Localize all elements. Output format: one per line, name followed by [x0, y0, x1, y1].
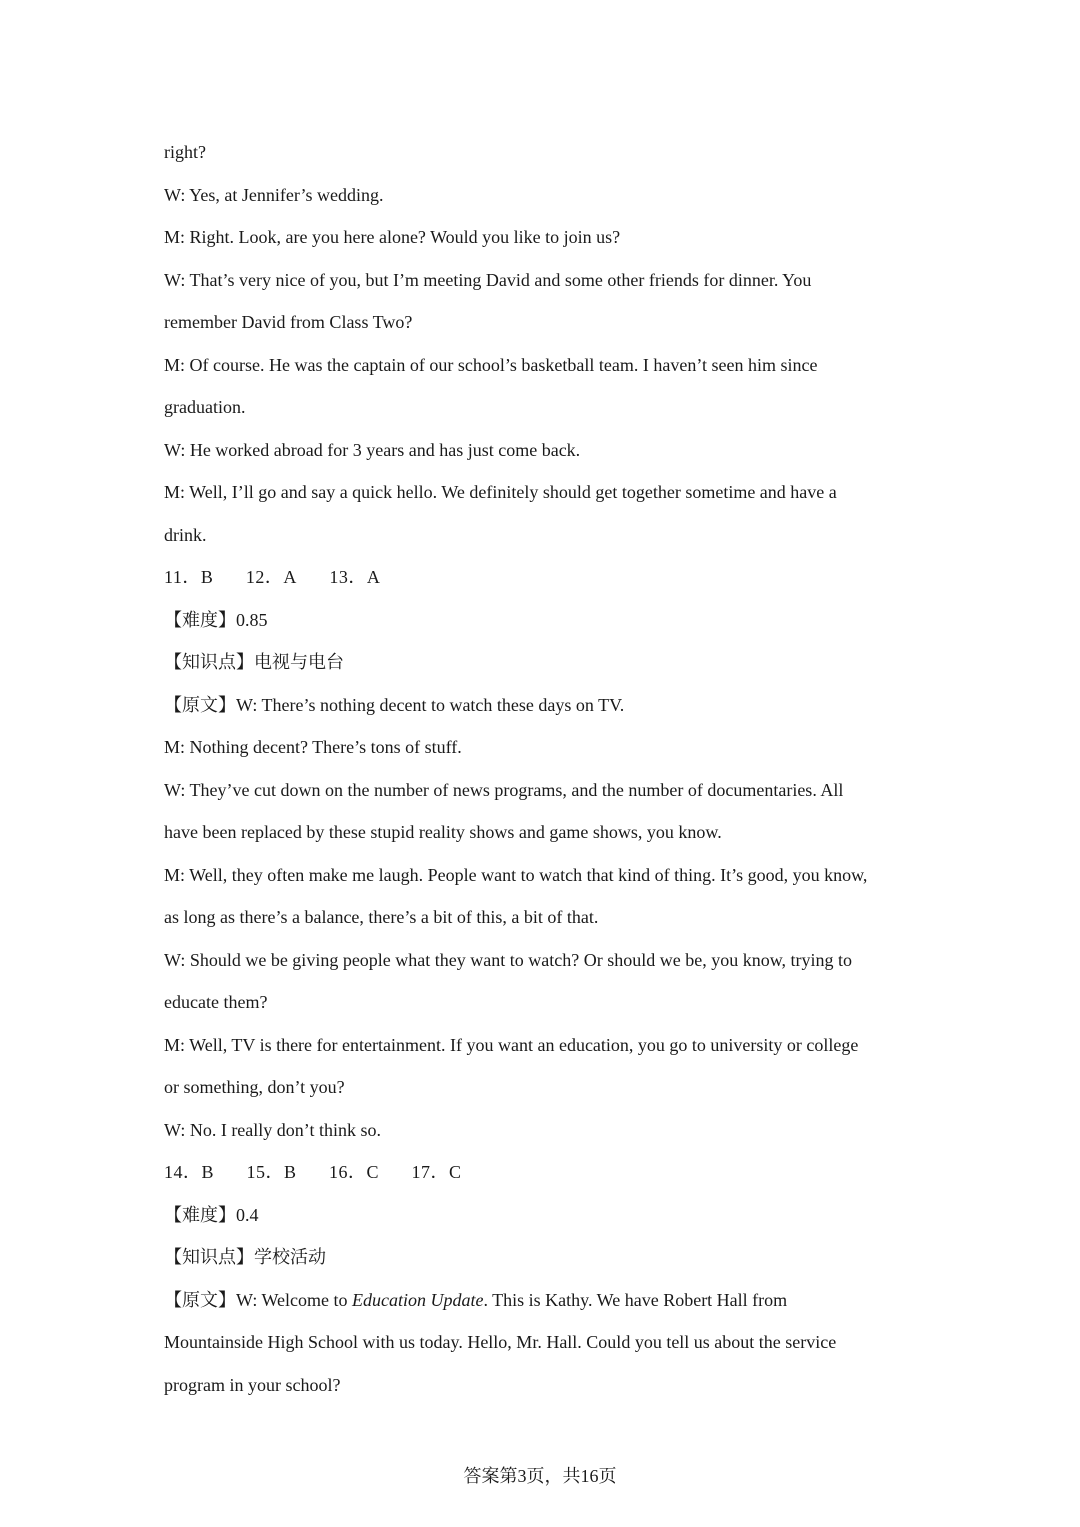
- transcript-line: M: Nothing decent? There’s tons of stuff.: [164, 737, 462, 757]
- answer-17: 17．C: [411, 1162, 462, 1182]
- answer-15: 15．B: [246, 1162, 297, 1182]
- answer-13: 13．A: [329, 567, 381, 587]
- text-line: M: Right. Look, are you here alone? Would you like to join us?: [164, 227, 621, 247]
- document-body: [164, 131, 924, 1406]
- text-line: graduation.: [164, 397, 246, 417]
- text-line: W: That’s very nice of you, but I’m meeting David and some other friends for dinner. You: [164, 269, 812, 290]
- page-footer: 答案第3页，共16页: [463, 1466, 617, 1486]
- transcript-line: 【原文】W: There’s nothing decent to watch these days on TV.: [164, 694, 625, 715]
- answer-row-14-17: [164, 1151, 924, 1194]
- answer-16: 16．C: [329, 1162, 380, 1182]
- transcript-line: [164, 1279, 924, 1322]
- answer-14: 14．B: [164, 1162, 215, 1182]
- answer-row-11-13: [164, 556, 924, 599]
- transcript-line: as long as there’s a balance, there’s a bit of this, a bit of that.: [164, 907, 599, 927]
- transcript-prefix: 【原文】W: Welcome to: [164, 1289, 353, 1310]
- difficulty-label: 【难度】0.4: [164, 1204, 259, 1225]
- difficulty-label: 【难度】0.85: [164, 609, 268, 630]
- text-line: W: He worked abroad for 3 years and has just come back.: [164, 439, 581, 460]
- transcript-line: W: They’ve cut down on the number of news programs, and the number of documentaries. All: [164, 779, 844, 800]
- transcript-line: W: No. I really don’t think so.: [164, 1119, 381, 1140]
- transcript-line: or something, don’t you?: [164, 1077, 345, 1097]
- answer-11: 11．B: [164, 567, 214, 587]
- knowledge-point-label: 【知识点】学校活动: [164, 1247, 326, 1267]
- text-line: right?: [164, 142, 206, 162]
- transcript-line: have been replaced by these stupid reality shows and game shows, you know.: [164, 822, 722, 842]
- text-line: M: Well, I’ll go and say a quick hello. We definitely should get together sometime and have a: [164, 482, 837, 502]
- text-line: remember David from Class Two?: [164, 312, 413, 332]
- answer-12: 12．A: [245, 567, 297, 587]
- transcript-line: program in your school?: [164, 1374, 341, 1395]
- transcript-line: M: Well, they often make me laugh. People want to watch that kind of thing. It’s good, you know,: [164, 864, 868, 885]
- program-title: Education Update: [352, 1289, 484, 1310]
- transcript-line: W: Should we be giving people what they want to watch? Or should we be, you know, trying to: [164, 949, 853, 970]
- text-line: W: Yes, at Jennifer’s wedding.: [164, 184, 384, 205]
- transcript-line: M: Well, TV is there for entertainment. If you want an education, you go to university or college: [164, 1034, 859, 1055]
- text-line: drink.: [164, 524, 207, 545]
- text-line: M: Of course. He was the captain of our school’s basketball team. I haven’t seen him since: [164, 354, 818, 375]
- transcript-line: Mountainside High School with us today. Hello, Mr. Hall. Could you tell us about the service: [164, 1332, 837, 1352]
- transcript-suffix: . This is Kathy. We have Robert Hall from: [483, 1289, 788, 1310]
- transcript-line: educate them?: [164, 992, 268, 1012]
- knowledge-point-label: 【知识点】电视与电台: [164, 652, 344, 672]
